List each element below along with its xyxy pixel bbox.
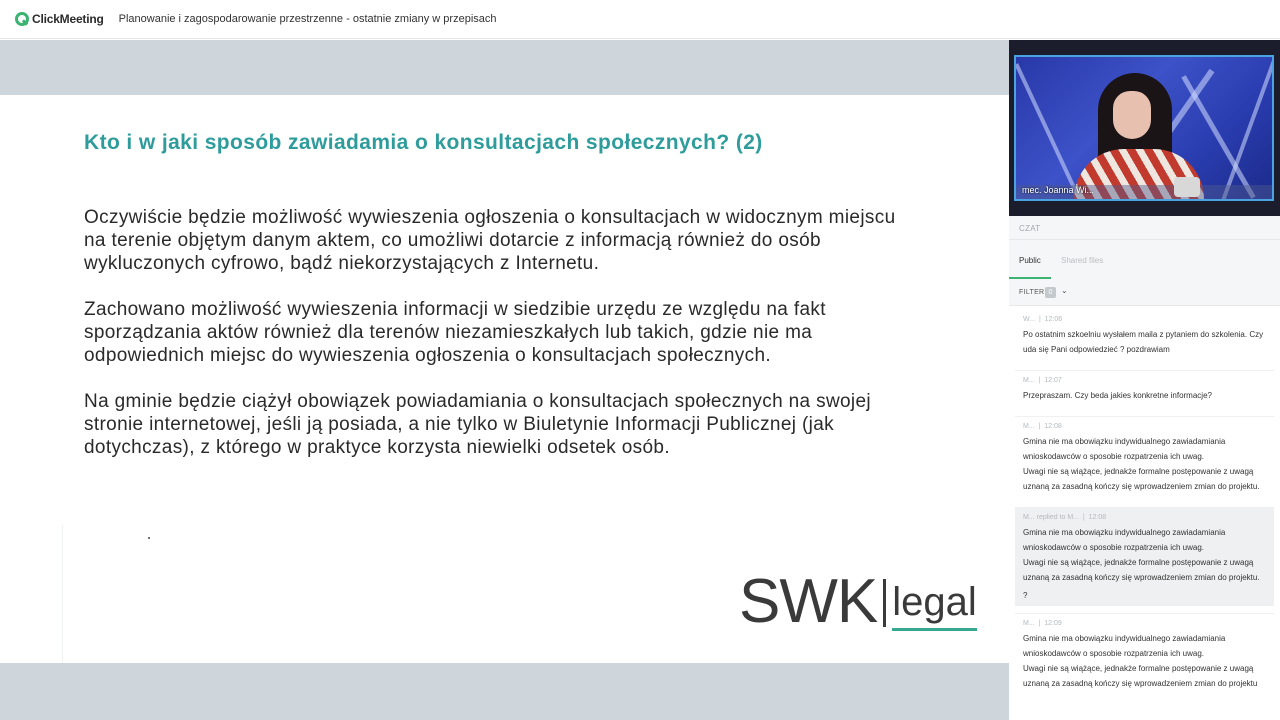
slide-paragraph: Oczywiście będzie możliwość wywieszenia ogłoszenia o konsultacjach w widocznym miejscu na terenie objętym danym aktem, co umożliwi dotarcie z informacją również do osób wykluczonych cyfrowo, bądź niekorzystających z Internetu. (84, 207, 896, 274)
clickmeeting-logo-icon (15, 12, 29, 26)
presenter-face (1113, 91, 1151, 139)
active-tab-indicator (1009, 277, 1051, 279)
chevron-down-icon[interactable]: ⌄ (1061, 286, 1068, 295)
chat-tabs (1009, 240, 1280, 280)
message-meta: W... | 12:06 (1023, 316, 1063, 323)
meeting-title: Planowanie i zagospodarowanie przestrzenne - ostatnie zmiany w przepisach (118, 13, 497, 25)
side-panel (1009, 40, 1280, 720)
presentation-stage (0, 40, 1009, 720)
slide-title: Kto i w jaki sposób zawiadamia o konsultacjach społecznych? (2) (84, 131, 763, 154)
message-time: 12:08 (1044, 423, 1062, 430)
message-separator (1015, 500, 1274, 508)
logo-separator (883, 579, 886, 627)
message-time: 12:08 (1088, 514, 1107, 521)
message-separator (1015, 363, 1274, 371)
top-bar (0, 0, 1280, 39)
slide-dot (148, 537, 150, 539)
tab-shared-files[interactable]: Shared files (1061, 256, 1104, 265)
slide-paragraph: Zachowano możliwość wywieszenia informacji w siedzibie urzędu ze względu na fakt sporządzania aktów również dla terenów niezamieszkałych lub takich, gdzie nie ma odpowiednich miejsc do wywieszenia ogłoszenia o konsultacjach społecznych. (84, 299, 826, 366)
message-author: M... (1023, 620, 1035, 627)
chat-message-list[interactable] (1009, 310, 1280, 720)
message-author: M... (1023, 423, 1035, 430)
message-time: 12:07 (1044, 377, 1062, 384)
filter-count-badge: 0 (1045, 287, 1056, 298)
quoted-message-text: Gmina nie ma obowiązku indywidualnego zawiadamiania wnioskodawców o sposobie rozpatrzenia ich uwag. Uwagi nie są wiążące, jednakże formalne postępowanie z uwagą uznaną za zasadną kończy się wprowadzeniem zmian do projektu. (1023, 528, 1260, 582)
logo-main-text: SWK (739, 567, 878, 636)
chat-message (1015, 417, 1274, 500)
message-author: M... (1023, 377, 1035, 384)
message-time: 12:06 (1044, 316, 1063, 323)
reply-text: ? (1023, 591, 1028, 600)
chat-section-label: CZAT (1019, 224, 1041, 233)
clickmeeting-logo[interactable] (15, 12, 104, 26)
message-text: Gmina nie ma obowiązku indywidualnego zawiadamiania wnioskodawców o sposobie rozpatrzenia ich uwag. Uwagi nie są wiążące, jednakże formalne postępowanie z uwagą uznaną za zasadną kończy się wprowadzeniem zmian do projektu (1023, 634, 1258, 688)
message-author: M... replied to M... (1023, 514, 1080, 521)
chat-message (1015, 371, 1274, 409)
slide-body (84, 206, 914, 482)
chat-filter[interactable] (1009, 280, 1280, 306)
message-meta: M... | 12:08 (1023, 423, 1062, 430)
slide-divider (62, 525, 63, 663)
slide-paragraph: Na gminie będzie ciążył obowiązek powiadamiania o konsultacjach społecznych na swojej stronie internetowej, jeśli ją posiada, a nie tylko w Biuletynie Informacji Publicznej (jak dotychczas), z którego w praktyce korzysta niewielki odsetek osób. (84, 391, 871, 458)
video-area (1009, 40, 1280, 216)
tab-public[interactable]: Public (1019, 256, 1041, 265)
chat-message (1015, 310, 1274, 363)
presenter-name: mec. Joanna Wi... (1022, 185, 1095, 195)
chat-header (1009, 216, 1280, 240)
message-separator (1015, 606, 1274, 614)
message-text: Po ostatnim szkoelniu wysłałem maila z pytaniem do szkolenia. Czy uda się Pani odpowiedzieć ? pozdrawiam (1023, 330, 1264, 354)
message-meta: M... | 12:07 (1023, 377, 1062, 384)
message-time: 12:09 (1044, 620, 1062, 627)
microphone-icon (1174, 177, 1200, 197)
video-bg-beam (1014, 63, 1081, 201)
message-separator (1015, 409, 1274, 417)
chat-message (1015, 614, 1274, 697)
presenter-video[interactable] (1014, 55, 1274, 201)
chat-message-reply (1015, 508, 1274, 606)
logo-sub-text: legal (892, 582, 977, 631)
filter-label: FILTER (1019, 289, 1045, 296)
video-bg-beam (1220, 61, 1274, 201)
message-meta: M... replied to M... | 12:08 (1023, 514, 1107, 521)
message-author: W... (1023, 316, 1036, 323)
brand-name: ClickMeeting (32, 12, 104, 26)
message-text: Gmina nie ma obowiązku indywidualnego zawiadamiania wnioskodawców o sposobie rozpatrzenia ich uwag. Uwagi nie są wiążące, jednakże formalne postępowanie z uwagą uznaną za zasadną kończy się wprowadzeniem zmian do projektu. (1023, 437, 1260, 491)
message-text: Przepraszam. Czy beda jakies konkretne informacje? (1023, 391, 1212, 400)
presentation-slide (0, 95, 1009, 663)
swk-legal-logo (739, 567, 977, 636)
message-meta: M... | 12:09 (1023, 620, 1062, 627)
